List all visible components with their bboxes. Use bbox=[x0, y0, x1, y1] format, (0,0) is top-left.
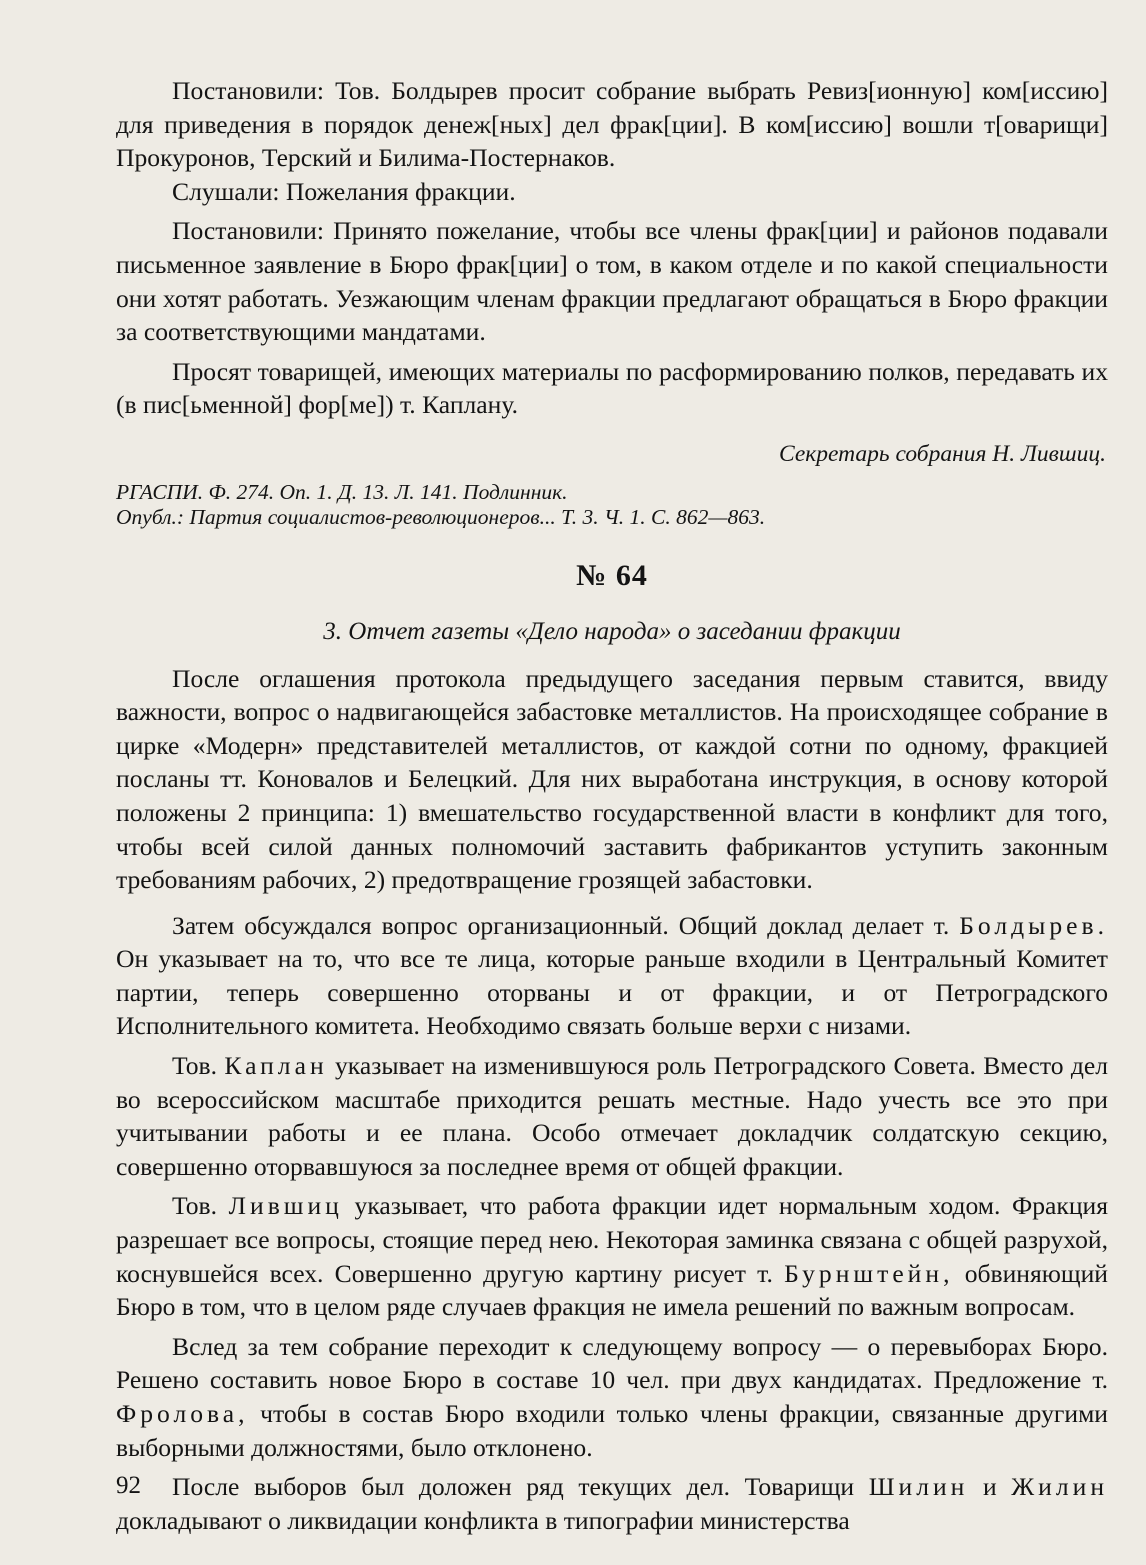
paragraph-current-affairs: После выборов был доложен ряд текущих дел. Товарищи Шилин и Жилин докладывают о ликвидации конфликта в типографии министерства bbox=[116, 1472, 1109, 1535]
paragraph-bureau-reelection: Вслед за тем собрание переходит к следующему вопросу — о перевыборах Бюро. Решено составить новое Бюро в составе 10 чел. при двух кандидатах. Предложение т. Фролова, чтобы в состав Бюро входили только члены фракции, связанные другими выборными должностями, было отклонено. bbox=[116, 1331, 1108, 1462]
speaker-name: Болдырев. bbox=[959, 910, 1109, 940]
paragraph-livshits: Тов. Лившиц указывает, что работа фракции идет нормальным ходом. Фракция разрешает все вопросы, стоящие перед нею. Некоторая заминка связана с общей разрухой, коснувшейся всех. Совершенно другую картину рисует т. Бурнштейн, обвиняющий Бюро в том, что в целом ряде случаев фракция не имела решений по важным вопросам. bbox=[116, 1191, 1108, 1322]
paragraph-resolution-commission: Постановили: Тов. Болдырев просит собрание выбрать Ревиз[ионную] ком[иссию] для приведения в порядок денеж[ных] дел фрак[ции]. В ком[иссию] вошли т[оварищи] Прокуронов, Терский и Билима-Постернаков. bbox=[116, 76, 1108, 173]
speaker-name: Жилин bbox=[1011, 1472, 1109, 1502]
page-number: 92 bbox=[116, 1472, 141, 1499]
document-number: № 64 bbox=[576, 558, 648, 592]
paragraph-metalworkers-strike: После оглашения протокола предыдущего заседания первым ставится, ввиду важности, вопрос о надвигающейся забастовке металлистов. На происходящее собрание в цирке «Модерн» представителей металлистов, от каждой сотни по одному, фракцией посланы тт. Коновалов и Белецкий. Для них выработана инструкция, в основу которой положены 2 принципа: 1) вмешательство государственной власти в конфликт для того, чтобы всей силой данных полномочий заставить фабрикантов уступить законным требованиям рабочих, 2) предотвращение грозящей забастовки. bbox=[116, 663, 1108, 895]
paragraph-regiments-materials: Просят товарищей, имеющих материалы по расформированию полков, передавать их (в пис[ьменной] фор[ме]) т. Каплану. bbox=[116, 356, 1108, 420]
paragraph-heard-wishes: Слушали: Пожелания фракции. bbox=[172, 176, 516, 206]
speaker-name: Бурнштейн, bbox=[784, 1258, 954, 1288]
paragraph-kaplan: Тов. Каплан указывает на изменившуюся роль Петроградского Совета. Вместо дел во всероссийском масштабе приходится решать местные. Надо учесть все это при учитывании работы и ее плана. Особо отмечает докладчик солдатскую секцию, совершенно оторвавшуюся за последнее время от общей фракции. bbox=[116, 1051, 1108, 1181]
speaker-name: Шилин bbox=[868, 1472, 969, 1502]
document-title: 3. Отчет газеты «Дело народа» о заседании фракции bbox=[323, 617, 901, 645]
secretary-signature: Секретарь собрания Н. Лившиц. bbox=[779, 440, 1106, 467]
archive-reference: РГАСПИ. Ф. 274. Оп. 1. Д. 13. Л. 141. Подлинник. bbox=[116, 479, 568, 504]
paragraph-boldyrev-report: Затем обсуждался вопрос организационный. Общий доклад делает т. Болдырев. Он указывает на то, что все те лица, которые раньше входили в Центральный Комитет партии, теперь совершенно оторваны и от фракции, и от Петроградского Исполнительного комитета. Необходимо связать больше верхи с низами. bbox=[116, 910, 1109, 1041]
publication-reference: Опубл.: Партия социалистов-революционеров... Т. 3. Ч. 1. С. 862—863. bbox=[116, 504, 766, 529]
speaker-name: Лившиц bbox=[228, 1191, 343, 1221]
speaker-name: Каплан bbox=[224, 1051, 328, 1081]
paragraph-resolution-wishes: Постановили: Принято пожелание, чтобы все члены фрак[ции] и районов подавали письменное заявление в Бюро фрак[ции] о том, в каком отделе и по какой специальности они хотят работать. Уезжающим членам фракции предлагают обращаться в Бюро фракции за соответствующими мандатами. bbox=[116, 216, 1108, 347]
speaker-name: Фролова, bbox=[116, 1399, 249, 1428]
